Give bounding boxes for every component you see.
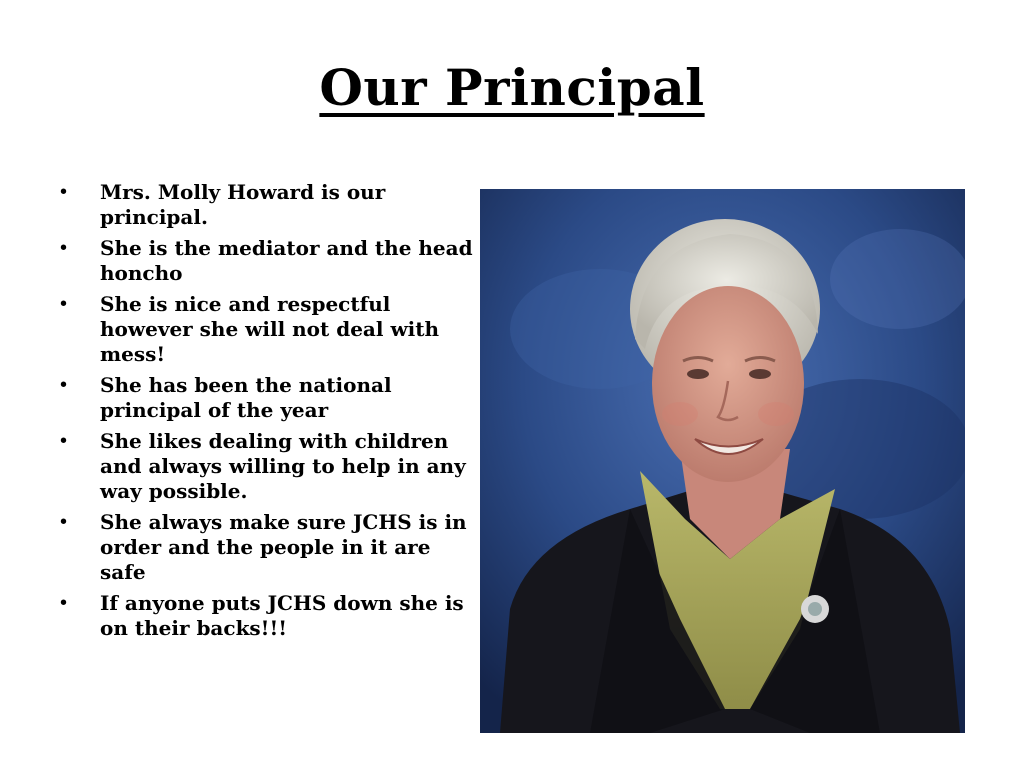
bullet-item <box>56 292 474 367</box>
bullet-text: If anyone puts JCHS down she is on their backs!!! <box>100 591 464 640</box>
principal-portrait-photo <box>480 189 965 733</box>
bullet-text: She is the mediator and the head honcho <box>100 236 473 285</box>
bullet-item <box>56 510 474 585</box>
bullet-list <box>56 180 474 647</box>
bullet-text: She likes dealing with children and always willing to help in any way possible. <box>100 429 466 503</box>
bullet-icon: • <box>60 592 68 614</box>
bullet-item <box>56 429 474 504</box>
bullet-icon: • <box>60 374 68 396</box>
bullet-item <box>56 236 474 286</box>
bullet-icon: • <box>60 181 68 203</box>
bullet-item <box>56 373 474 423</box>
bullet-item <box>56 180 474 230</box>
brooch <box>801 595 829 623</box>
bullet-text: She is nice and respectful however she will not deal with mess! <box>100 292 440 366</box>
bullet-text: She always make sure JCHS is in order and the people in it are safe <box>100 510 467 584</box>
slide-title: Our Principal <box>319 58 705 117</box>
bullet-item <box>56 591 474 641</box>
bullet-text: Mrs. Molly Howard is our principal. <box>100 180 386 229</box>
bullet-icon: • <box>60 237 68 259</box>
bullet-icon: • <box>60 430 68 452</box>
bullet-icon: • <box>60 511 68 533</box>
bullet-text: She has been the national principal of the year <box>100 373 392 422</box>
bullet-icon: • <box>60 293 68 315</box>
